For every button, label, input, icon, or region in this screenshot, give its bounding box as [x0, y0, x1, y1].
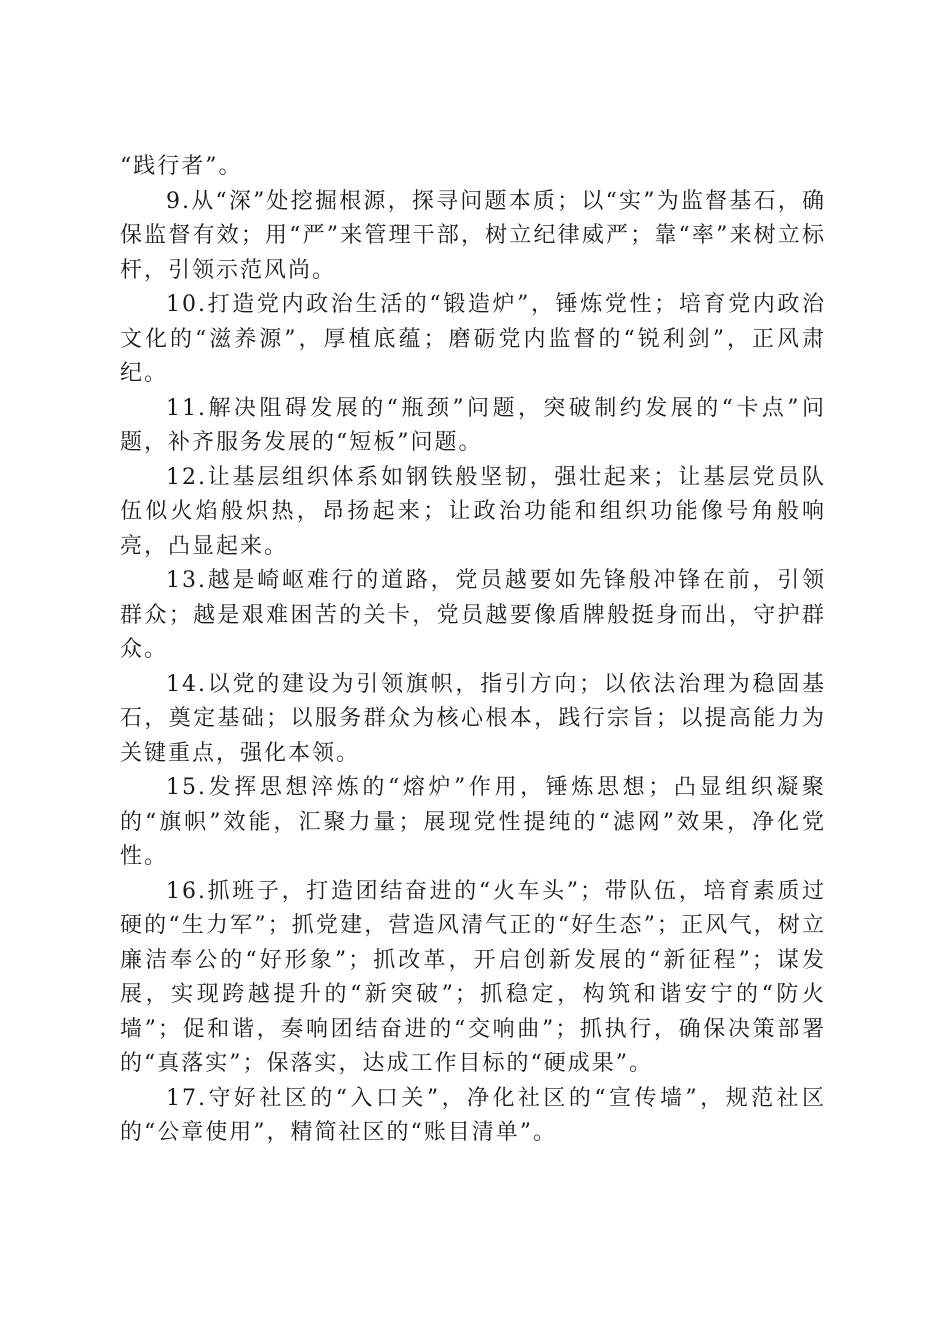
paragraph-item-15: 15.发挥思想淬炼的“熔炉”作用，锤炼思想；凸显组织凝聚的“旗帜”效能，汇聚力量；展现党性提纯的“滤网”效果，净化党性。	[120, 775, 826, 869]
paragraph-item-13: 13.越是崎岖难行的道路，党员越要如先锋般冲锋在前，引领群众；越是艰难困苦的关卡，党员越要像盾牌般挺身而出，守护群众。	[120, 568, 826, 662]
paragraph-item-14: 14.以党的建设为引领旗帜，指引方向；以依法治理为稳固基石，奠定基础；以服务群众为核心根本，践行宗旨；以提高能力为关键重点，强化本领。	[120, 671, 826, 766]
paragraph-item-10: 10.打造党内政治生活的“锻造炉”，锤炼党性；培育党内政治文化的“滋养源”，厚植底蕴；磨砺党内监督的“锐利剑”，正风肃纪。	[120, 292, 826, 386]
paragraph-continuation: “践行者”。	[120, 154, 243, 179]
paragraph-item-9: 9.从“深”处挖掘根源，探寻问题本质；以“实”为监督基石，确保监督有效；用“严”来管理干部，树立纪律威严；靠“率”来树立标杆，引领示范风尚。	[120, 188, 826, 283]
paragraph-item-11: 11.解决阻碍发展的“瓶颈”问题，突破制约发展的“卡点”问题，补齐服务发展的“短板”问题。	[120, 395, 826, 455]
paragraph-item-16: 16.抓班子，打造团结奋进的“火车头”；带队伍，培育素质过硬的“生力军”；抓党建，营造风清气正的“好生态”；正风气，树立廉洁奉公的“好形象”；抓改革，开启创新发展的“新征程”；谋发展，实现跨越提升的“新突破”；抓稳定，构筑和谐安宁的“防火墙”；促和谐，奏响团结奋进的“交响曲”；抓执行，确保决策部署的“真落实”；保落实，达成工作目标的“硬成果”。	[120, 878, 826, 1076]
paragraph-item-12: 12.让基层组织体系如钢铁般坚韧，强壮起来；让基层党员队伍似火焰般炽热，昂扬起来；让政治功能和组织功能像号角般响亮，凸显起来。	[120, 464, 826, 559]
paragraph-item-17: 17.守好社区的“入口关”，净化社区的“宣传墙”，规范社区的“公章使用”，精简社区的“账目清单”。	[120, 1085, 826, 1145]
document-page	[120, 150, 826, 1151]
